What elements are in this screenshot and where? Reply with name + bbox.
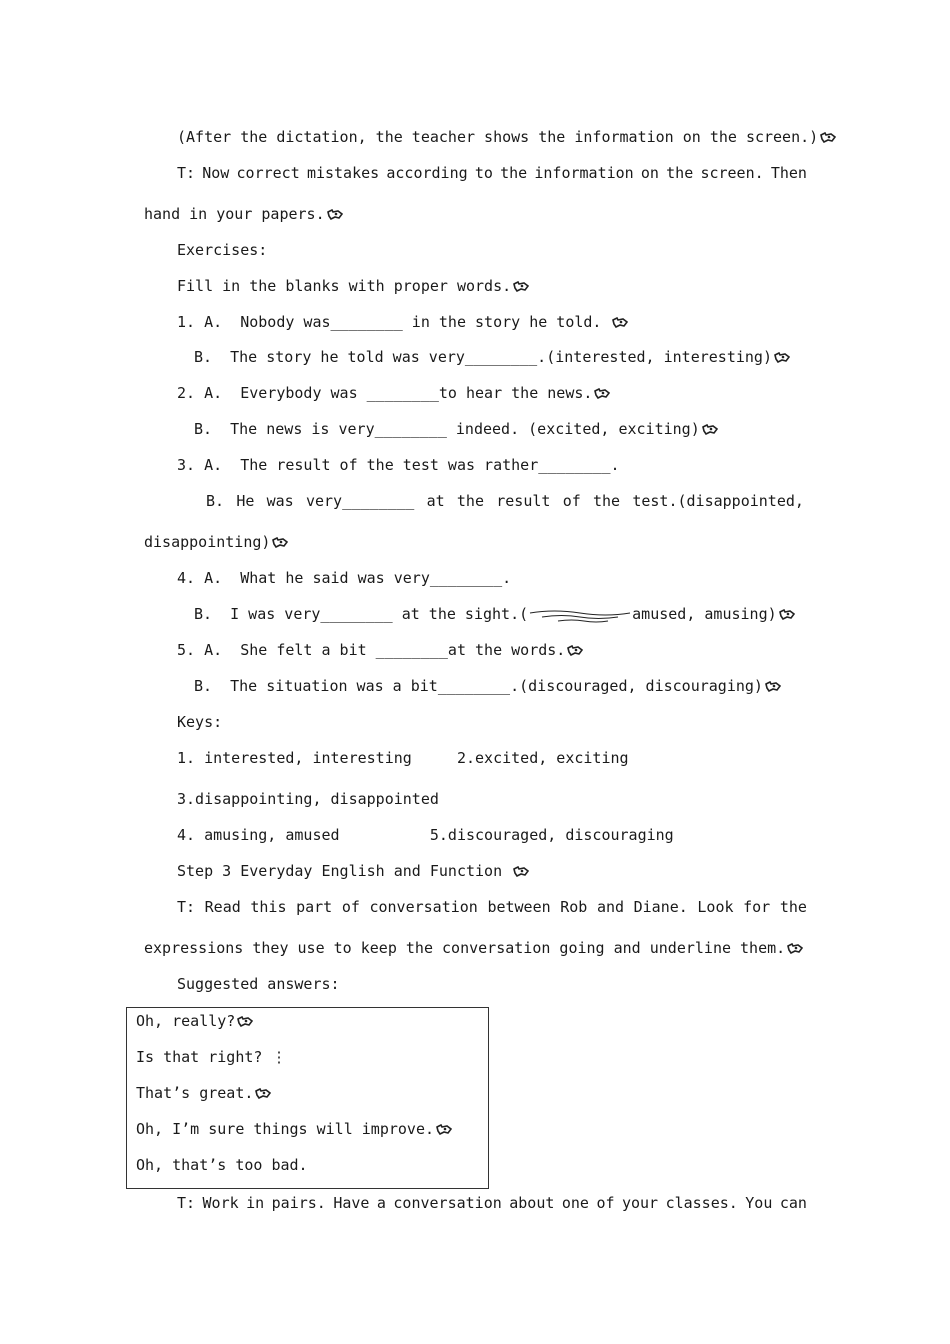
paragraph-mark-icon: [779, 609, 795, 620]
word: the: [666, 164, 694, 182]
word: B.: [206, 492, 225, 510]
text-line: disappointing): [144, 532, 288, 552]
answer-line: Oh, I’m sure things will improve.: [136, 1119, 452, 1139]
word: your: [621, 1194, 659, 1212]
section-heading: Exercises:: [177, 241, 268, 259]
word: T:: [177, 164, 196, 182]
word: pairs.: [271, 1194, 326, 1212]
paragraph-mark-icon: [327, 209, 343, 220]
paragraph-mark-icon: [272, 537, 288, 548]
text-line-justified: [177, 1193, 807, 1213]
paragraph-mark-icon: [594, 388, 610, 399]
word: very________: [305, 492, 415, 510]
paragraph-mark-icon: [255, 1088, 271, 1099]
word: was: [266, 492, 294, 510]
word: Diane.: [633, 898, 688, 916]
section-heading: Keys:: [177, 713, 223, 731]
word: You: [745, 1194, 773, 1212]
word: Have: [333, 1194, 370, 1212]
wavy-line-icon: [528, 608, 632, 622]
word: Work: [202, 1194, 239, 1212]
text-line: expressions they use to keep the conversation going and underline them.: [144, 938, 803, 958]
word: result: [496, 492, 551, 510]
answer-key-line: 1. interested, interesting 2.excited, exciting: [177, 749, 629, 767]
paragraph-mark-icon: [513, 866, 529, 877]
word: one: [561, 1194, 589, 1212]
paragraph-mark-icon: [436, 1124, 452, 1135]
answer-line: Is that right? ⋮: [136, 1048, 287, 1066]
word: can: [779, 1194, 807, 1212]
exercise-item: 4. A. What he said was very________.: [177, 569, 512, 587]
word: at: [426, 492, 445, 510]
exercise-item: 5. A. She felt a bit ________at the words.: [177, 640, 583, 660]
paragraph-mark-icon: [513, 281, 529, 292]
word: the: [456, 492, 484, 510]
answer-line: Oh, really?: [136, 1011, 253, 1031]
word: a: [376, 1194, 386, 1212]
exercise-item: B. The news is very________ indeed. (excited, exciting): [194, 419, 718, 439]
word: in: [246, 1194, 265, 1212]
paragraph-mark-icon: [567, 645, 583, 656]
word: part: [296, 898, 333, 916]
exercise-item-justified: [206, 491, 804, 511]
paragraph-mark-icon: [774, 352, 790, 363]
exercise-item: 2. A. Everybody was ________to hear the news.: [177, 383, 610, 403]
word: conversation: [393, 1194, 502, 1212]
word: the: [593, 492, 621, 510]
word: between: [487, 898, 551, 916]
exercise-item: B. The story he told was very________.(interested, interesting): [194, 347, 790, 367]
suggested-answers-box: [126, 1007, 489, 1189]
paragraph-mark-icon: [237, 1016, 253, 1027]
word: the: [779, 898, 807, 916]
text-line: (After the dictation, the teacher shows the information on the screen.): [177, 127, 836, 147]
word: to: [474, 164, 493, 182]
word: test.(disappointed,: [632, 492, 804, 510]
word: according: [386, 164, 468, 182]
word: on: [640, 164, 659, 182]
paragraph-mark-icon: [820, 132, 836, 143]
word: this: [250, 898, 287, 916]
paragraph-mark-icon: [612, 317, 628, 328]
word: mistakes: [306, 164, 380, 182]
word: Look: [697, 898, 734, 916]
exercise-item: B. The situation was a bit________.(discouraged, discouraging): [194, 676, 781, 696]
word: Then: [770, 164, 807, 182]
word: the: [500, 164, 528, 182]
paragraph-mark-icon: [787, 943, 803, 954]
text-line: hand in your papers.: [144, 204, 343, 224]
word: and: [596, 898, 625, 916]
exercise-item: 1. A. Nobody was________ in the story he told.: [177, 312, 628, 332]
word: conversation: [369, 898, 478, 916]
answer-line: That’s great.: [136, 1083, 271, 1103]
word: correct: [236, 164, 300, 182]
word: He: [236, 492, 255, 510]
paragraph-mark-icon: [702, 424, 718, 435]
answer-key-line: 3.disappointing, disappointed: [177, 790, 439, 808]
word: classes.: [665, 1194, 738, 1212]
word: screen.: [700, 164, 764, 182]
paragraph-mark-icon: [765, 681, 781, 692]
exercise-item: 3. A. The result of the test was rather________.: [177, 456, 620, 474]
word: about: [509, 1194, 555, 1212]
word: Read: [204, 898, 241, 916]
word: for: [743, 898, 771, 916]
word: T:: [177, 898, 196, 916]
word: Now: [202, 164, 230, 182]
word: T:: [177, 1194, 196, 1212]
word: of: [562, 492, 581, 510]
text-line-justified: [177, 163, 807, 183]
answer-key-line: 4. amusing, amused 5.discouraged, discouraging: [177, 826, 674, 844]
text-line: Fill in the blanks with proper words.: [177, 276, 529, 296]
section-heading: Suggested answers:: [177, 975, 340, 993]
word: of: [596, 1194, 615, 1212]
exercise-item: B. I was very________ at the sight.( amused, amusing): [194, 604, 795, 624]
text-line-justified: [177, 897, 807, 917]
word: of: [341, 898, 360, 916]
word: Rob: [560, 898, 588, 916]
section-heading: Step 3 Everyday English and Function: [177, 861, 529, 881]
word: information: [534, 164, 634, 182]
answer-line: Oh, that’s too bad.: [136, 1156, 308, 1174]
